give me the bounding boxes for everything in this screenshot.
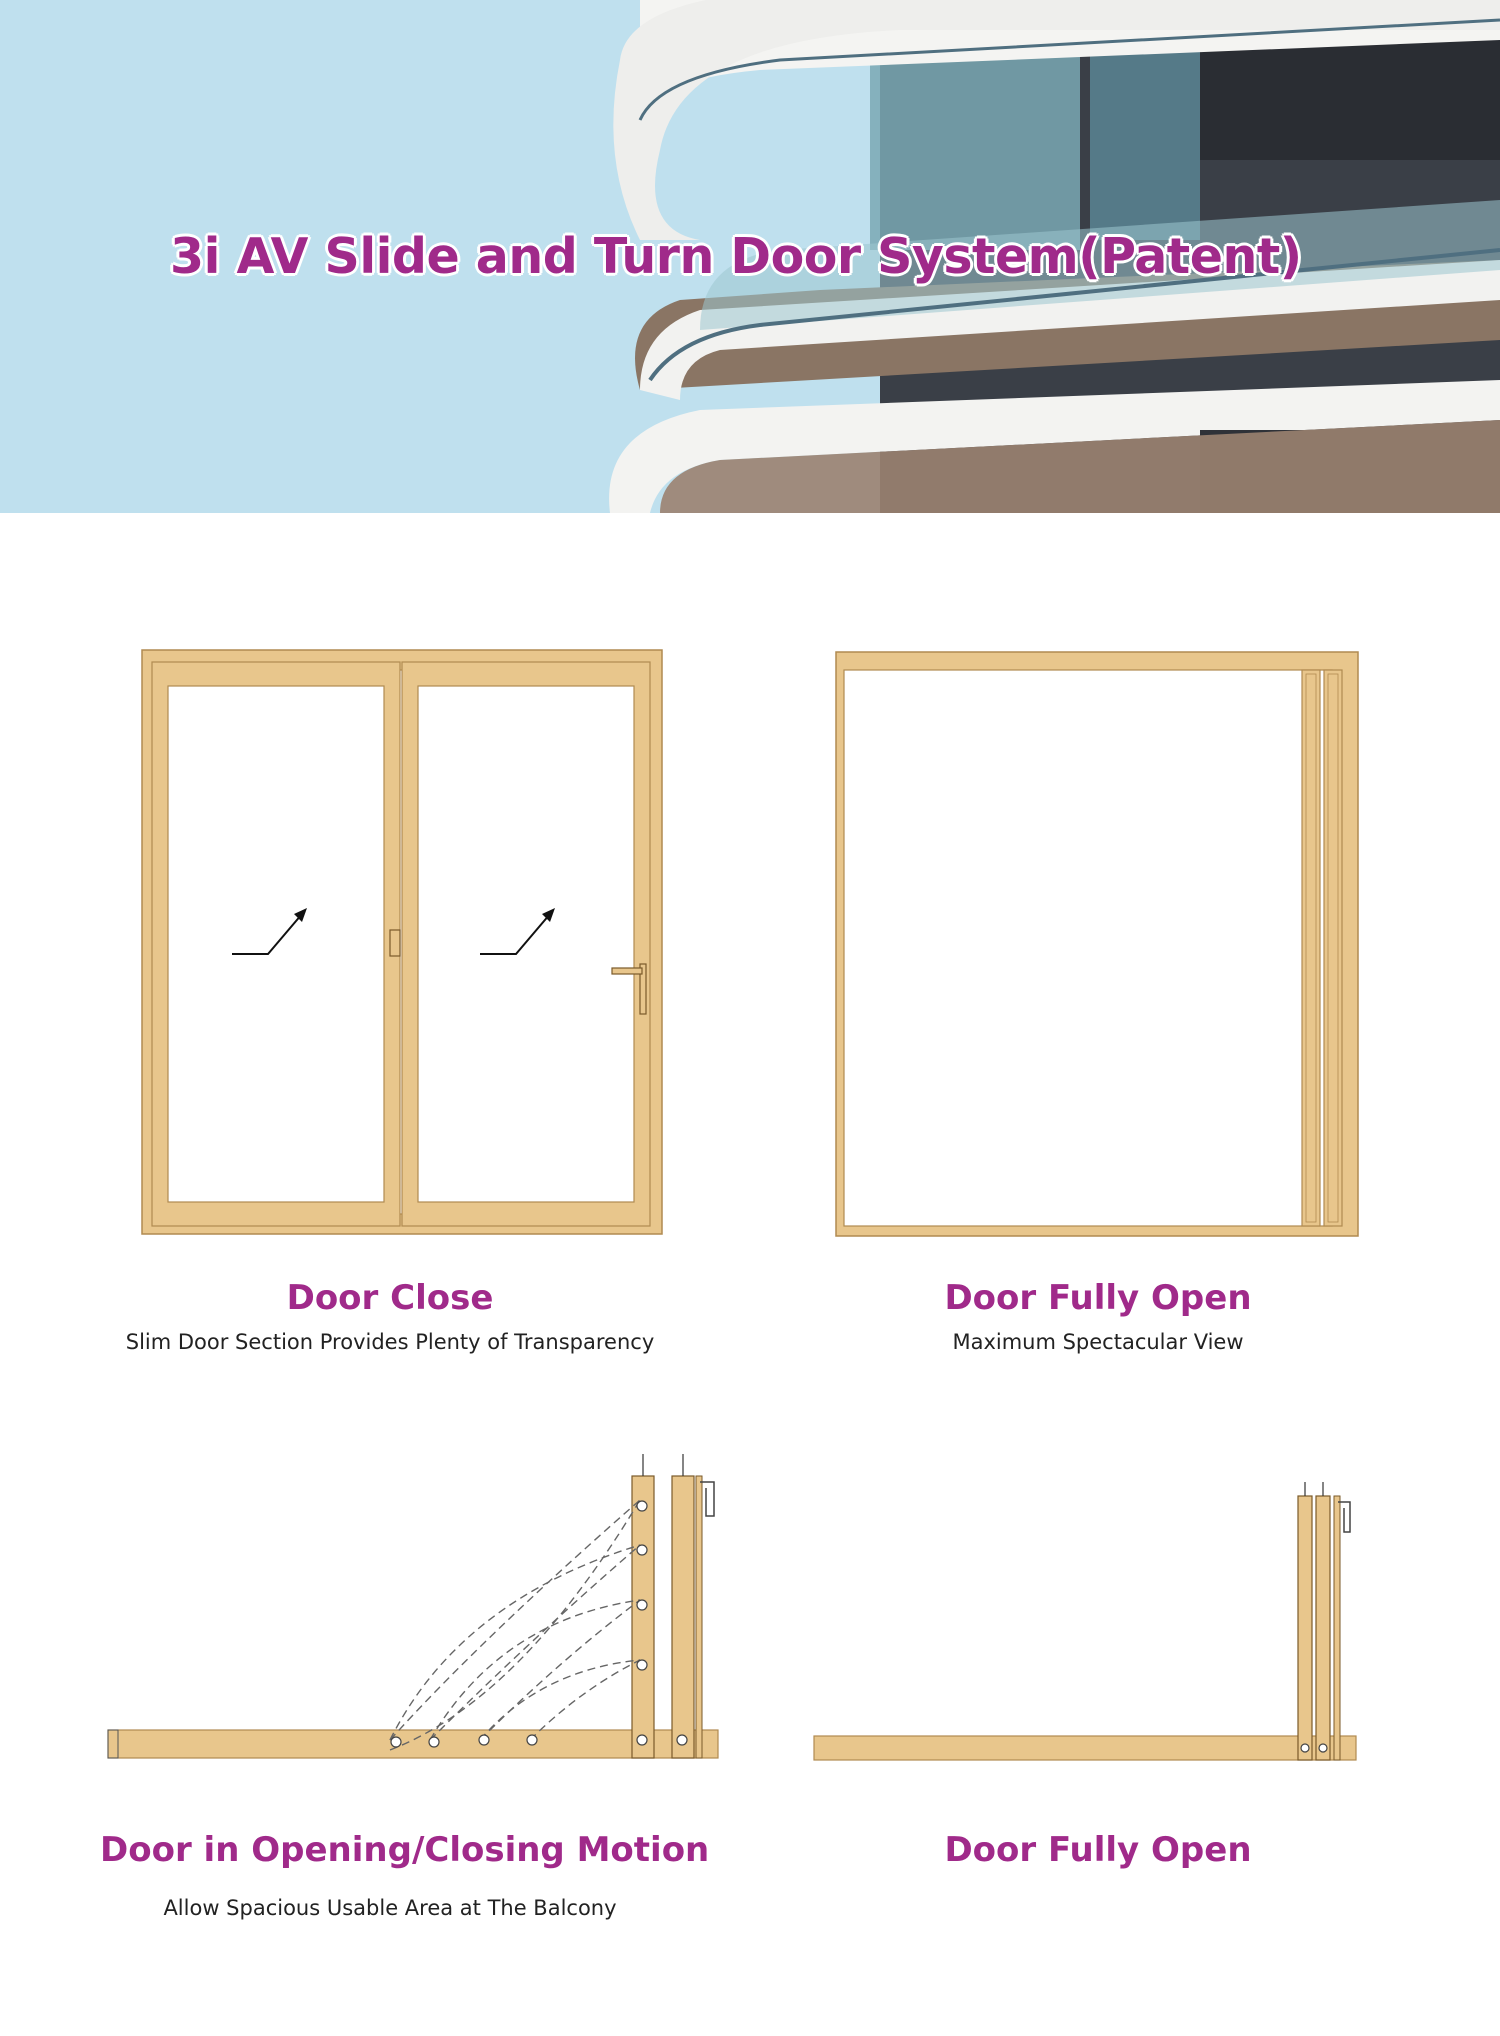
page-title: 3i AV Slide and Turn Door System(Patent) xyxy=(170,228,1302,285)
door-fully-open-subtitle: Maximum Spectacular View xyxy=(952,1330,1244,1354)
door-fully-open-elevation xyxy=(834,648,1364,1238)
door-motion-plan xyxy=(100,1440,740,1770)
hero-banner xyxy=(0,0,1500,513)
door-close-elevation xyxy=(140,648,670,1238)
door-close-subtitle: Slim Door Section Provides Plenty of Transparency xyxy=(125,1330,655,1354)
door-close-title: Door Close xyxy=(286,1278,494,1318)
door-fully-open-title: Door Fully Open xyxy=(944,1278,1252,1318)
door-fully-open-plan xyxy=(810,1440,1370,1770)
door-fully-open-plan-title: Door Fully Open xyxy=(944,1830,1252,1870)
door-motion-subtitle: Allow Spacious Usable Area at The Balcony xyxy=(163,1896,617,1920)
door-motion-title: Door in Opening/Closing Motion xyxy=(100,1830,710,1870)
